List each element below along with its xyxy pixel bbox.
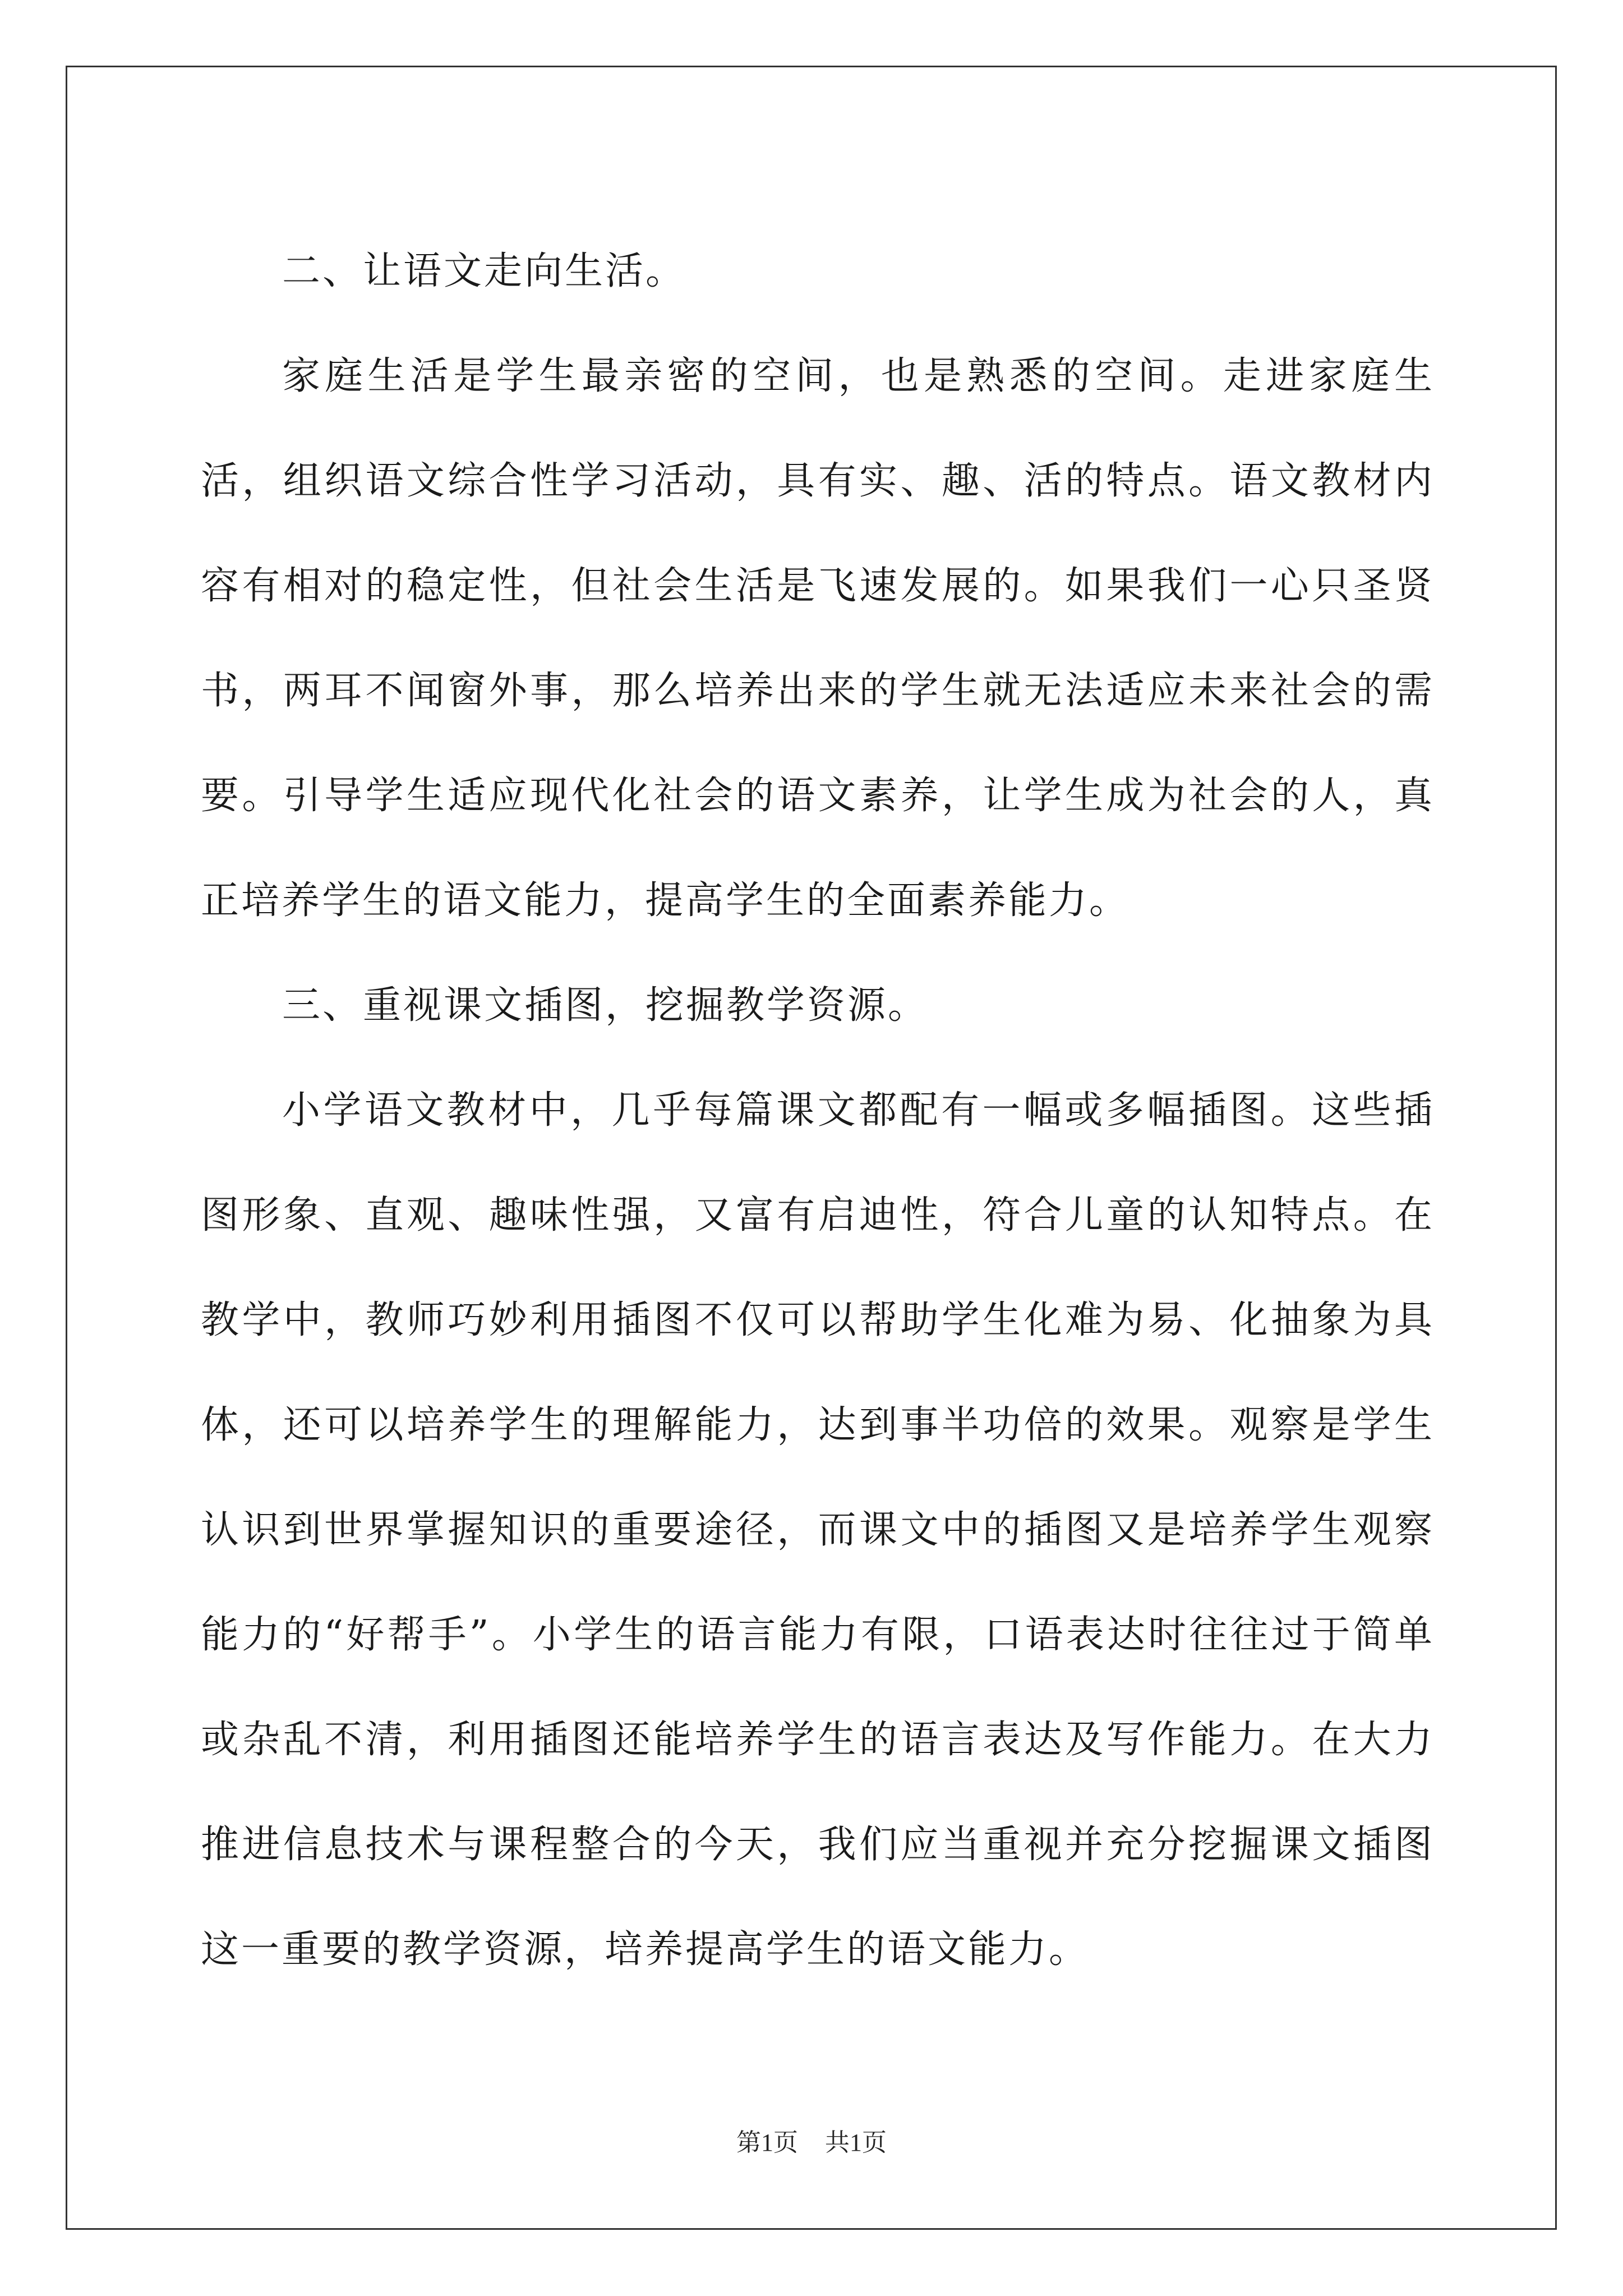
document-body <box>201 219 1435 2002</box>
page-number-current: 第1页 <box>736 2129 798 2156</box>
paragraph-illustrations: 小学语文教材中，几乎每篇课文都配有一幅或多幅插图。这些插图形象、直观、趣味性强，又富有启迪性，符合儿童的认知特点。在教学中，教师巧妙利用插图不仅可以帮助学生化难为易、化抽象为具体，还可以培养学生的理解能力，达到事半功倍的效果。观察是学生认识到世界掌握知识的重要途径，而课文中的插图又是培养学生观察能力的“好帮手”。小学生的语言能力有限，口语表达时往往过于简单或杂乱不清，利用插图还能培养学生的语言表达及写作能力。在大力推进信息技术与课程整合的今天，我们应当重视并充分挖掘课文插图这一重要的教学资源，培养提高学生的语文能力。 <box>201 1088 1435 1972</box>
section-heading-2: 二、让语文走向生活。 <box>282 249 686 293</box>
page-footer <box>0 2126 1623 2160</box>
page-number-total: 共1页 <box>825 2129 887 2156</box>
paragraph-family-life: 家庭生活是学生最亲密的空间，也是熟悉的空间。走进家庭生活，组织语文综合性学习活动，具有实、趣、活的特点。语文教材内容有相对的稳定性，但社会生活是飞速发展的。如果我们一心只圣贤书，两耳不闻窗外事，那么培养出来的学生就无法适应未来社会的需要。引导学生适应现代化社会的语文素养，让学生成为社会的人，真正培养学生的语文能力，提高学生的全面素养能力。 <box>201 354 1435 923</box>
section-heading-3: 三、重视课文插图，挖掘教学资源。 <box>282 983 929 1028</box>
